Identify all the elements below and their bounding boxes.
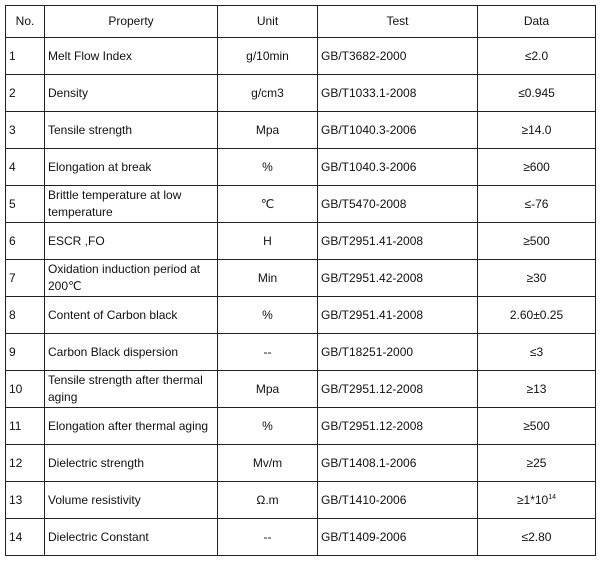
cell-no-text: 1 [9,48,16,63]
cell-no [6,297,45,334]
cell-no-text: 10 [9,381,23,396]
cell-data [478,519,596,556]
cell-property [45,149,218,186]
cell-property [45,334,218,371]
cell-property [45,186,218,223]
cell-data [478,260,596,297]
header-row [6,6,596,38]
cell-test-text: GB/T2951.41-2008 [321,233,424,248]
cell-test [318,482,478,519]
cell-unit [218,371,318,408]
cell-property [45,260,218,297]
cell-test [318,75,478,112]
cell-test-text: GB/T1409-2006 [321,529,407,544]
cell-test-text: GB/T1033.1-2008 [321,85,417,100]
cell-data [478,75,596,112]
cell-no [6,112,45,149]
cell-test-text: GB/T1040.3-2006 [321,122,417,137]
cell-unit-text: -- [263,344,272,359]
cell-data [478,408,596,445]
table-row [6,75,596,112]
cell-test [318,38,478,75]
cell-property-text: Dielectric strength [48,455,145,470]
cell-unit [218,112,318,149]
cell-test [318,149,478,186]
cell-property [45,223,218,260]
properties-table [5,5,596,556]
table-row [6,112,596,149]
cell-property-text: Elongation after thermal aging [48,418,209,433]
cell-data [478,482,596,519]
cell-property-text: Elongation at break [48,159,152,174]
cell-data [478,149,596,186]
table-row [6,223,596,260]
cell-unit-text: g/cm3 [251,85,284,100]
cell-property [45,38,218,75]
cell-unit-text: % [262,159,273,174]
cell-unit-text: Mpa [255,381,280,396]
cell-unit [218,149,318,186]
cell-no [6,334,45,371]
cell-no-text: 8 [9,307,16,322]
cell-test-text: GB/T2951.12-2008 [321,381,424,396]
header-no: No. [6,6,45,38]
cell-property [45,297,218,334]
cell-property-text: Melt Flow Index [48,48,133,63]
cell-property [45,519,218,556]
cell-no-text: 3 [9,122,16,137]
cell-unit [218,445,318,482]
cell-property [45,112,218,149]
cell-data-text: ≥25 [526,455,547,470]
cell-unit-text: % [262,418,273,433]
table-row [6,260,596,297]
cell-test-text: GB/T1040.3-2006 [321,159,417,174]
cell-property-text: Volume resistivity [48,492,141,507]
cell-data-text: ≥600 [523,159,550,174]
cell-no-text: 9 [9,344,16,359]
cell-property [45,445,218,482]
cell-property [45,482,218,519]
cell-unit-text: ℃ [260,196,275,211]
cell-data-text: ≥1*10 [516,492,549,507]
cell-data [478,297,596,334]
cell-data [478,112,596,149]
header-data: Data [478,6,596,38]
cell-data-text: ≤0.945 [518,85,555,100]
cell-data-text: ≥30 [526,270,547,285]
cell-test [318,371,478,408]
cell-data-text: 2.60±0.25 [509,307,564,322]
table-row [6,519,596,556]
cell-no-text: 5 [9,196,16,211]
cell-data [478,223,596,260]
cell-property [45,75,218,112]
cell-property-text: Brittle temperature at low temperature [48,188,182,219]
cell-test-text: GB/T5470-2008 [321,196,407,211]
cell-no-text: 12 [9,455,23,470]
cell-data-text: ≥14.0 [521,122,552,137]
cell-unit [218,334,318,371]
header-test: Test [318,6,478,38]
cell-unit [218,519,318,556]
cell-unit [218,38,318,75]
table-row [6,186,596,223]
cell-no-text: 7 [9,270,16,285]
cell-no-text: 2 [9,85,16,100]
cell-data-text: ≥500 [523,233,550,248]
table-row [6,38,596,75]
cell-unit-text: g/10min [246,48,289,63]
cell-data-exponent: 14 [548,493,557,501]
table-row [6,482,596,519]
cell-no-text: 14 [9,529,23,544]
cell-test-text: GB/T3682-2000 [321,48,407,63]
cell-data-text: ≤2.80 [521,529,552,544]
cell-data [478,334,596,371]
cell-unit [218,75,318,112]
cell-data-text: ≤3 [529,344,544,359]
cell-test-text: GB/T2951.41-2008 [321,307,424,322]
cell-no [6,371,45,408]
cell-data [478,186,596,223]
cell-property-text: Content of Carbon black [48,307,178,322]
cell-unit-text: Ω.m [256,492,279,507]
table-row [6,371,596,408]
cell-test [318,445,478,482]
table-row [6,445,596,482]
cell-test [318,408,478,445]
cell-test [318,519,478,556]
cell-no [6,38,45,75]
cell-test-text: GB/T1410-2006 [321,492,407,507]
cell-test-text: GB/T18251-2000 [321,344,414,359]
cell-test [318,334,478,371]
table-row [6,149,596,186]
header-property: Property [45,6,218,38]
cell-no [6,186,45,223]
cell-test [318,223,478,260]
cell-unit [218,260,318,297]
cell-no-text: 4 [9,159,16,174]
cell-unit-text: Min [257,270,278,285]
cell-unit-text: % [262,307,273,322]
cell-data-text: ≥13 [526,381,547,396]
cell-property-text: Oxidation induction period at 200℃ [48,262,201,293]
table-row [6,297,596,334]
cell-property-text: Tensile strength after thermal aging [48,373,203,404]
cell-no-text: 11 [9,418,22,433]
cell-test [318,260,478,297]
table-row [6,334,596,371]
cell-unit-text: Mv/m [252,455,283,470]
cell-no-text: 13 [9,492,23,507]
cell-no [6,408,45,445]
cell-test [318,186,478,223]
cell-data-text: ≤2.0 [524,48,549,63]
cell-unit-text: H [263,233,272,248]
cell-unit [218,408,318,445]
cell-property-text: Carbon Black dispersion [48,344,179,359]
cell-test [318,112,478,149]
cell-test-text: GB/T1408.1-2006 [321,455,417,470]
cell-property [45,371,218,408]
cell-data-text: ≤-76 [524,196,549,211]
cell-no [6,445,45,482]
cell-no [6,149,45,186]
cell-property-text: Dielectric Constant [48,529,149,544]
cell-unit [218,297,318,334]
cell-data [478,371,596,408]
cell-unit [218,186,318,223]
cell-unit [218,482,318,519]
cell-no [6,482,45,519]
cell-test [318,297,478,334]
table-row [6,408,596,445]
header-unit: Unit [218,6,318,38]
cell-property [45,408,218,445]
cell-property-text: Density [48,85,89,100]
cell-data [478,445,596,482]
cell-no [6,519,45,556]
cell-no [6,75,45,112]
cell-unit-text: -- [263,529,272,544]
cell-property-text: Tensile strength [48,122,133,137]
cell-data-text: ≥500 [523,418,550,433]
cell-no [6,223,45,260]
cell-no [6,260,45,297]
cell-unit-text: Mpa [255,122,280,137]
cell-test-text: GB/T2951.12-2008 [321,418,424,433]
cell-unit [218,223,318,260]
cell-property-text: ESCR ,FO [48,233,105,248]
cell-no-text: 6 [9,233,16,248]
cell-test-text: GB/T2951.42-2008 [321,270,424,285]
cell-data [478,38,596,75]
